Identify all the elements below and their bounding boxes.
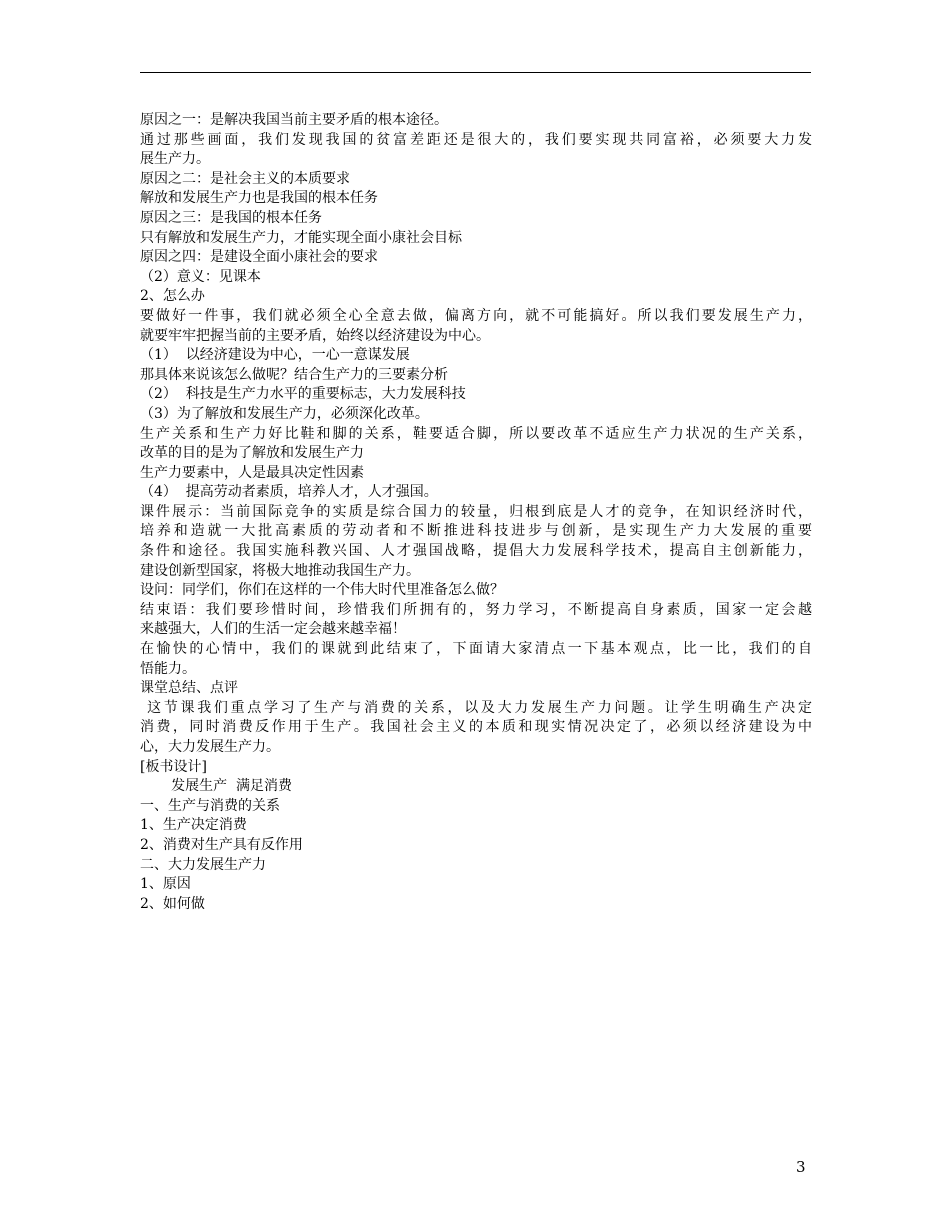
text-line: （4） 提高劳动者素质，培养人才，人才强国。: [140, 484, 438, 501]
outline-item: 1、生产决定消费: [140, 817, 247, 834]
text-line: 生产力要素中，人是最具决定性因素: [140, 464, 364, 481]
text-line: 建设创新型国家，将极大地推动我国生产力。: [140, 562, 420, 579]
document-body: [140, 111, 812, 914]
section-heading: 课堂总结、点评: [140, 680, 238, 697]
outline-item: 2、消费对生产具有反作用: [140, 836, 303, 853]
text-line: 原因之二：是社会主义的本质要求: [140, 170, 350, 187]
text-line: 展生产力。: [140, 151, 210, 168]
outline-item: 一、生产与消费的关系: [140, 797, 280, 814]
text-line: 在愉快的心情中，我们的课就到此结束了，下面请大家清点一下基本观点，比一比，我们的自: [140, 641, 812, 658]
text-line: 消费，同时消费反作用于生产。我国社会主义的本质和现实情况决定了，必须以经济建设为中: [140, 719, 812, 736]
text-line: 改革的目的是为了解放和发展生产力: [140, 445, 364, 462]
text-line: 就要牢牢把握当前的主要矛盾，始终以经济建设为中心。: [140, 327, 490, 344]
text-line: 原因之一：是解决我国当前主要矛盾的根本途径。: [140, 112, 448, 128]
text-line: 2、怎么办: [140, 288, 205, 305]
text-line: 通过那些画面，我们发现我国的贫富差距还是很大的，我们要实现共同富裕，必须要大力发: [140, 131, 812, 148]
text-line: （2） 科技是生产力水平的重要标志，大力发展科技: [140, 386, 466, 403]
page-number: 3: [796, 1158, 806, 1176]
text-line: 解放和发展生产力也是我国的根本任务: [140, 190, 378, 207]
header-rule: [140, 72, 811, 73]
outline-item: 2、如何做: [140, 895, 205, 912]
text-line: 培养和造就一大批高素质的劳动者和不断推进科技进步与创新，是实现生产力大发展的重要: [140, 523, 812, 540]
text-line: 只有解放和发展生产力，才能实现全面小康社会目标: [140, 229, 462, 246]
text-line: 那具体来说该怎么做呢？结合生产力的三要素分析: [140, 366, 448, 383]
text-line: 结束语：我们要珍惜时间，珍惜我们所拥有的，努力学习，不断提高自身素质，国家一定会越: [140, 601, 812, 618]
outline-item: 二、大力发展生产力: [140, 856, 266, 873]
text-line: （2）意义：见课本: [140, 268, 261, 285]
section-heading: [板书设计]: [140, 758, 207, 775]
text-line: 这节课我们重点学习了生产与消费的关系，以及大力发展生产力问题。让学生明确生产决定: [140, 699, 812, 716]
outline-item: 1、原因: [140, 876, 191, 893]
text-line: 心，大力发展生产力。: [140, 739, 280, 755]
text-line: （3）为了解放和发展生产力，必须深化改革。: [140, 405, 429, 422]
text-line: 要做好一件事，我们就必须全心全意去做，偏离方向，就不可能搞好。所以我们要发展生产力，: [140, 307, 812, 324]
text-line: 原因之四：是建设全面小康社会的要求: [140, 249, 378, 266]
text-line: （1） 以经济建设为中心，一心一意谋发展: [140, 347, 410, 364]
text-line: 条件和途径。我国实施科教兴国、人才强国战略，提倡大力发展科学技术，提高自主创新能力，: [140, 543, 812, 560]
text-line: 原因之三：是我国的根本任务: [140, 209, 322, 226]
board-title: 发展生产 满足消费: [140, 778, 293, 795]
text-line: 设问：同学们，你们在这样的一个伟大时代里准备怎么做？: [140, 582, 504, 599]
text-line: 悟能力。: [140, 660, 196, 677]
text-line: 课件展示：当前国际竞争的实质是综合国力的较量，归根到底是人才的竞争，在知识经济时代，: [140, 503, 812, 520]
text-line: 生产关系和生产力好比鞋和脚的关系，鞋要适合脚，所以要改革不适应生产力状况的生产关系，: [140, 425, 812, 442]
text-line: 来越强大，人们的生活一定会越来越幸福！: [140, 621, 406, 638]
